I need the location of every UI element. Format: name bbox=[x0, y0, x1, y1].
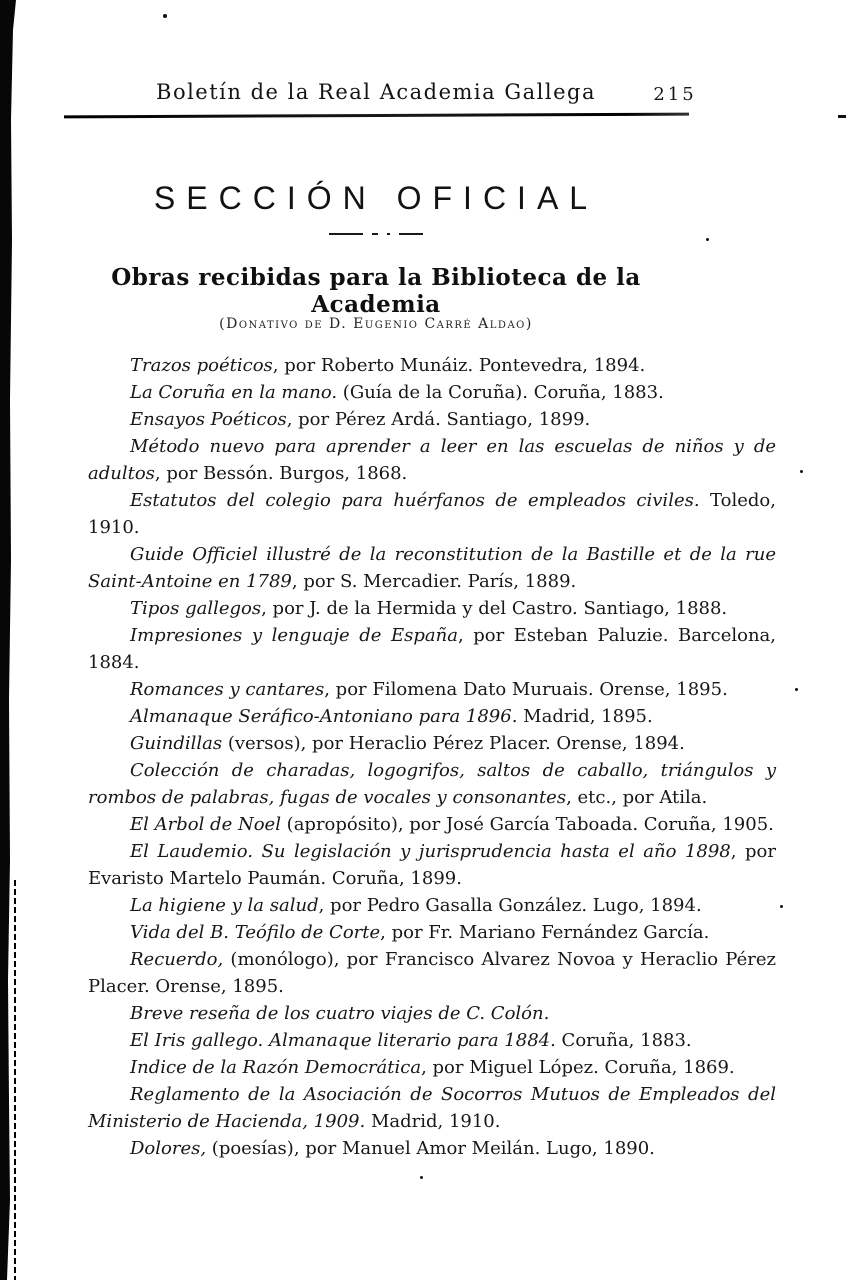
entry-title: Breve reseña de los cuatro viajes de C. Colón. bbox=[130, 1003, 550, 1024]
entry-title: Dolores, bbox=[130, 1138, 207, 1159]
entry bbox=[88, 622, 776, 676]
entry bbox=[88, 541, 776, 595]
entry bbox=[88, 1000, 776, 1027]
scan-binding-edge bbox=[14, 880, 16, 1280]
entry bbox=[88, 352, 776, 379]
entry-rest: , por Roberto Munáiz. Pontevedra, 1894. bbox=[272, 355, 646, 376]
entry-rest: , por Pérez Ardá. Santiago, 1899. bbox=[286, 409, 591, 430]
scan-speck bbox=[795, 688, 798, 691]
entry bbox=[88, 919, 776, 946]
journal-title: Boletín de la Real Academia Gallega bbox=[156, 80, 596, 104]
entry bbox=[88, 730, 776, 757]
entry bbox=[88, 838, 776, 892]
scan-speck bbox=[163, 14, 167, 18]
entry-title: Guide Officiel illustré de la reconstitution de la Bastille et de la rue Saint-Antoine en 1789 bbox=[88, 544, 776, 592]
entry bbox=[88, 676, 776, 703]
entry-rest: , por Evaristo Martelo Paumán. Coruña, 1899. bbox=[88, 841, 776, 889]
entry-rest: Madrid, 1910. bbox=[365, 1111, 501, 1132]
entry-list bbox=[88, 352, 776, 1162]
entry-rest: Toledo, 1910. bbox=[88, 490, 776, 538]
page-number: 215 bbox=[653, 84, 697, 105]
entry-title: Ensayos Poéticos bbox=[130, 409, 287, 430]
entry-title: El Arbol de Noel bbox=[130, 814, 281, 835]
entry bbox=[88, 757, 776, 811]
entry-rest: (apropósito), por José García Taboada. Coruña, 1905. bbox=[280, 814, 774, 835]
entry-rest: (Guía de la Coruña). Coruña, 1883. bbox=[337, 382, 664, 403]
entry bbox=[88, 1054, 776, 1081]
entry-rest: , por Bessón. Burgos, 1868. bbox=[154, 463, 408, 484]
entry bbox=[88, 487, 776, 541]
entry-title: Método nuevo para aprender a leer en las escuelas de niños y de adultos bbox=[88, 436, 776, 484]
entry-title: Tipos gallegos bbox=[130, 598, 262, 619]
entry bbox=[88, 406, 776, 433]
entry-rest: (monólogo), por Francisco Alvarez Novoa y Heraclio Pérez Placer. Orense, 1895. bbox=[88, 949, 776, 997]
entry bbox=[88, 433, 776, 487]
donor-note: (Donativo de D. Eugenio Carré Aldao) bbox=[219, 316, 533, 332]
entry-title: Estatutos del colegio para huérfanos de empleados civiles. bbox=[130, 490, 700, 511]
entry-rest: , por Miguel López. Coruña, 1869. bbox=[421, 1057, 735, 1078]
entry-title: El Iris gallego. Almanaque literario para 1884. bbox=[130, 1030, 556, 1051]
entry-title: La Coruña en la mano. bbox=[130, 382, 338, 403]
entry-title: Almanaque Seráfico-Antoniano para 1896. bbox=[130, 706, 518, 727]
entry-title: El Laudemio. Su legislación y jurisprudencia hasta el año 1898 bbox=[130, 841, 731, 862]
entry-rest: , por Pedro Gasalla González. Lugo, 1894. bbox=[318, 895, 702, 916]
divider-dash bbox=[329, 233, 363, 235]
entry-rest: , por J. de la Hermida y del Castro. Santiago, 1888. bbox=[261, 598, 728, 619]
entry-title: Reglamento de la Asociación de Socorros Mutuos de Empleados del Ministerio de Hacienda, 1909. bbox=[88, 1084, 776, 1132]
divider-dash bbox=[399, 233, 423, 235]
scan-speck bbox=[838, 115, 846, 118]
entry-title: Guindillas bbox=[130, 733, 223, 754]
entry-rest: Madrid, 1895. bbox=[517, 706, 653, 727]
section-title: SECCIÓN OFICIAL bbox=[153, 180, 599, 216]
scan-speck bbox=[780, 905, 783, 908]
entry-rest: (versos), por Heraclio Pérez Placer. Orense, 1894. bbox=[222, 733, 685, 754]
entry-rest: , por Filomena Dato Muruais. Orense, 1895. bbox=[324, 679, 728, 700]
entry bbox=[88, 1081, 776, 1135]
scan-speck bbox=[706, 238, 709, 241]
entry-rest: Coruña, 1883. bbox=[555, 1030, 692, 1051]
entry-title: La higiene y la salud bbox=[130, 895, 319, 916]
entry-title: Indice de la Razón Democrática bbox=[130, 1057, 422, 1078]
entry bbox=[88, 1027, 776, 1054]
entry-rest: , por S. Mercadier. París, 1889. bbox=[291, 571, 577, 592]
scan-speck bbox=[800, 470, 803, 473]
section-divider bbox=[66, 233, 686, 235]
entry bbox=[88, 379, 776, 406]
entry bbox=[88, 595, 776, 622]
entry bbox=[88, 946, 776, 1000]
entry-title: Trazos poéticos bbox=[130, 355, 273, 376]
entry-rest: , etc., por Atila. bbox=[566, 787, 708, 808]
divider-dot bbox=[387, 233, 390, 235]
entry-title: Recuerdo, bbox=[130, 949, 224, 970]
entry bbox=[88, 892, 776, 919]
entry-title: Vida del B. Teófilo de Corte bbox=[130, 922, 381, 943]
scan-speck bbox=[420, 1176, 423, 1179]
entry-title: Romances y cantares bbox=[130, 679, 325, 700]
article-title: Obras recibidas para la Biblioteca de la Academia bbox=[111, 264, 641, 318]
entry-title: Impresiones y lenguaje de España bbox=[130, 625, 458, 646]
header-rule bbox=[64, 113, 689, 119]
entry-rest: (poesías), por Manuel Amor Meilán. Lugo, 1890. bbox=[206, 1138, 655, 1159]
entry bbox=[88, 811, 776, 838]
divider-dash bbox=[372, 233, 378, 235]
entry-rest: , por Esteban Paluzie. Barcelona, 1884. bbox=[88, 625, 776, 673]
running-header bbox=[66, 80, 686, 104]
entry-title: Colección de charadas, logogrifos, saltos de caballo, triángulos y rombos de palabras, fugas de vocales y consonantes bbox=[88, 760, 776, 808]
entry bbox=[88, 1135, 776, 1162]
entry bbox=[88, 703, 776, 730]
entry-rest: , por Fr. Mariano Fernández García. bbox=[380, 922, 710, 943]
